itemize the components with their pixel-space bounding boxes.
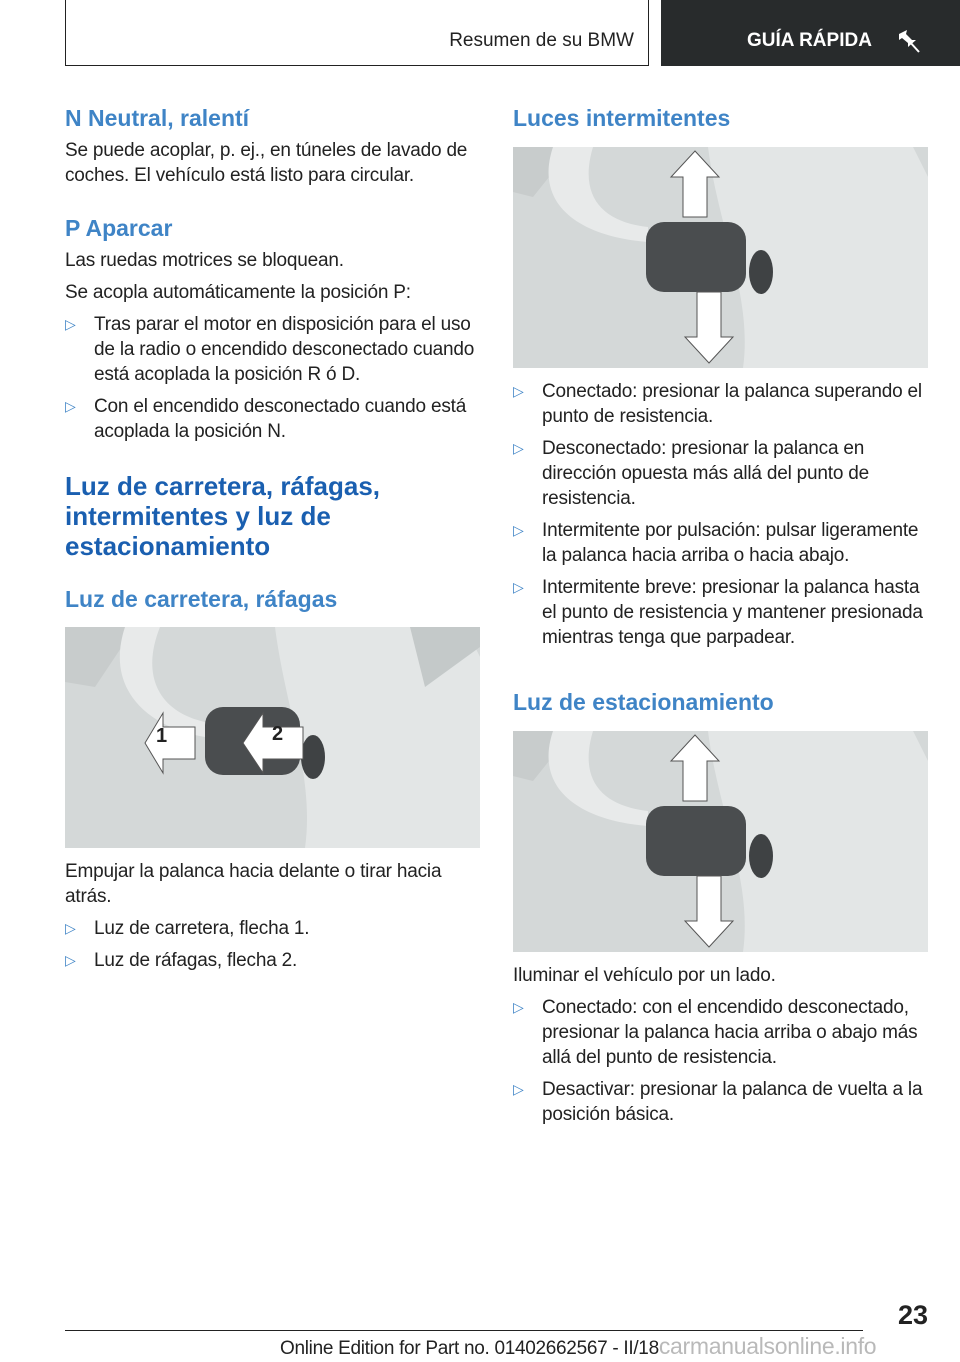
page-number: 23: [897, 1300, 928, 1330]
park-text-2: Se acopla automáticamente la posición P:: [65, 282, 411, 303]
main-heading: Luz de carretera, ráfagas, intermitentes y luz de estacionamiento: [65, 471, 381, 561]
list-item: ▷ Con el encendido desconectado cuando está acoplada la posición N.: [65, 396, 467, 442]
footer: [280, 1333, 876, 1360]
list-item: ▷ Luz de carretera, flecha 1.: [65, 918, 310, 939]
heading-parking-light: Luz de estacionamiento: [513, 689, 774, 715]
list-item: ▷ Intermitente por pulsación: pulsar ligeramente la palanca hacia arriba o hacia abajo.: [513, 520, 919, 566]
parking-text: Iluminar el vehículo por un lado.: [513, 965, 776, 986]
section-high-beam-text: [65, 859, 485, 973]
footer-divider: [65, 1330, 863, 1331]
list-item: ▷ Conectado: con el encendido desconectado, presionar la palanca hacia arriba o abajo más allá del punto de resistencia.: [513, 997, 918, 1068]
parking-light-illustration: [513, 731, 928, 952]
section-park: [65, 214, 485, 444]
header-chapter: GUÍA RÁPIDA: [747, 30, 872, 51]
neutral-text: Se puede acoplar, p. ej., en túneles de lavado de coches. El vehículo está listo para circular.: [65, 140, 468, 186]
list-item: ▷ Conectado: presionar la palanca superando el punto de resistencia.: [513, 381, 922, 427]
watermark: carmanualsonline.info: [658, 1333, 877, 1359]
edition-text: Online Edition for Part no. 01402662567 - II/18: [280, 1338, 659, 1359]
heading-high-beam: Luz de carretera, ráfagas: [65, 586, 338, 612]
header-chapter-tab: [661, 0, 960, 66]
list-item: ▷ Intermitente breve: presionar la palanca hasta el punto de resistencia y mantener presionada mientras tenga que parpadear.: [513, 577, 923, 648]
header-section-box: [65, 0, 649, 66]
heading-park: P Aparcar: [65, 215, 173, 241]
heading-turn-signals: Luces intermitentes: [513, 105, 731, 131]
list-item: ▷ Tras parar el motor en disposición para el uso de la radio o encendido desconectado cuando está acoplada la posición R ó D.: [65, 314, 475, 385]
list-item: ▷ Desactivar: presionar la palanca de vuelta a la posición básica.: [513, 1079, 923, 1125]
high-beam-illustration: [65, 627, 480, 848]
arrow-label-2: 2: [272, 723, 284, 745]
heading-neutral: N Neutral, ralentí: [65, 105, 250, 131]
turn-signal-list: [513, 379, 933, 650]
list-item: ▷ Desconectado: presionar la palanca en dirección opuesta más allá del punto de resistencia.: [513, 438, 870, 509]
high-beam-text: Empujar la palanca hacia delante o tirar hacia atrás.: [65, 861, 442, 907]
header-section: Resumen de su BMW: [449, 30, 634, 51]
park-text-1: Las ruedas motrices se bloquean.: [65, 250, 344, 271]
list-item: ▷ Luz de ráfagas, flecha 2.: [65, 950, 298, 971]
pushpin-icon: [897, 28, 921, 54]
section-parking-text: [513, 963, 933, 1127]
turn-signal-illustration: [513, 147, 928, 368]
arrow-label-1: 1: [156, 725, 168, 747]
section-neutral: [65, 104, 485, 188]
